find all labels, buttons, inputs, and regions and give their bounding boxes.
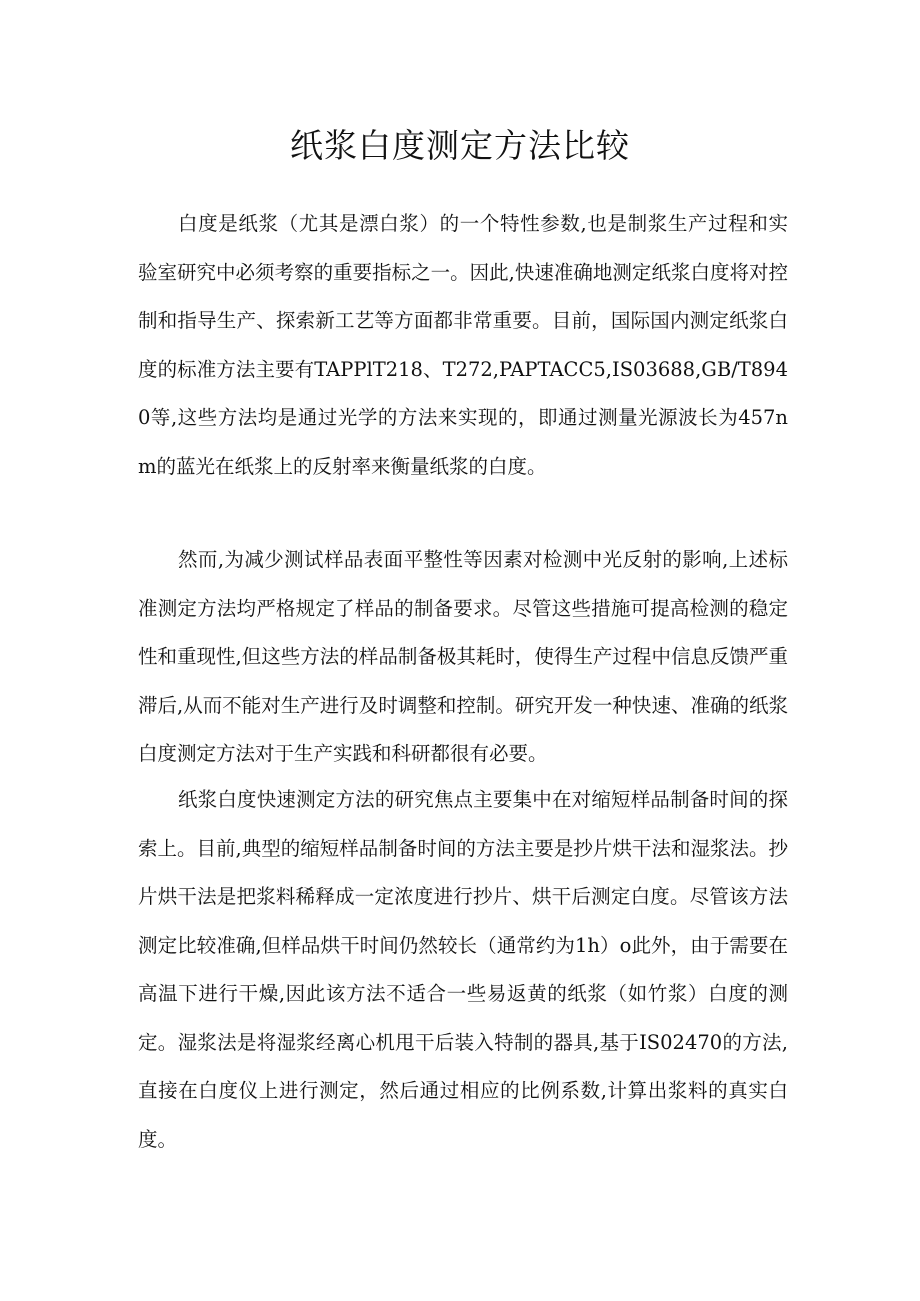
paragraph-1: 白度是纸浆（尤其是漂白浆）的一个特性参数,也是制浆生产过程和实验室研究中必须考察的重要指标之一。因此,快速准确地测定纸浆白度将对控制和指导生产、探索新工艺等方面都非常重要。目前，国际国内测定纸浆白度的标准方法主要有TAPPlT218、T272,PAPTACC5,IS03688,GB/T8940等,这些方法均是通过光学的方法来实现的，即通过测量光源波长为457nm的蓝光在纸浆上的反射率来衡量纸浆的白度。 <box>138 212 788 478</box>
paragraph-2: 然而,为减少测试样品表面平整性等因素对检测中光反射的影响,上述标准测定方法均严格规定了样品的制备要求。尽管这些措施可提高检测的稳定性和重现性,但这些方法的样品制备极其耗时，使得生产过程中信息反馈严重滞后,从而不能对生产进行及时调整和控制。研究开发一种快速、准确的纸浆白度测定方法对于生产实践和科研都很有必要。 <box>138 548 788 765</box>
document-title: 纸浆白度测定方法比较 <box>290 126 630 165</box>
paragraph-3: 纸浆白度快速测定方法的研究焦点主要集中在对缩短样品制备时间的探索上。目前,典型的缩短样品制备时间的方法主要是抄片烘干法和湿浆法。抄片烘干法是把浆料稀释成一定浓度进行抄片、烘干后测定白度。尽管该方法测定比较准确,但样品烘干时间仍然较长（通常约为1h）o此外，由于需要在高温下进行干燥,因此该方法不适合一些易返黄的纸浆（如竹浆）白度的测定。湿浆法是将湿浆经离心机甩干后装入特制的器具,基于IS02470的方法,直接在白度仪上进行测定，然后通过相应的比例系数,计算出浆料的真实白度。 <box>138 788 788 1151</box>
